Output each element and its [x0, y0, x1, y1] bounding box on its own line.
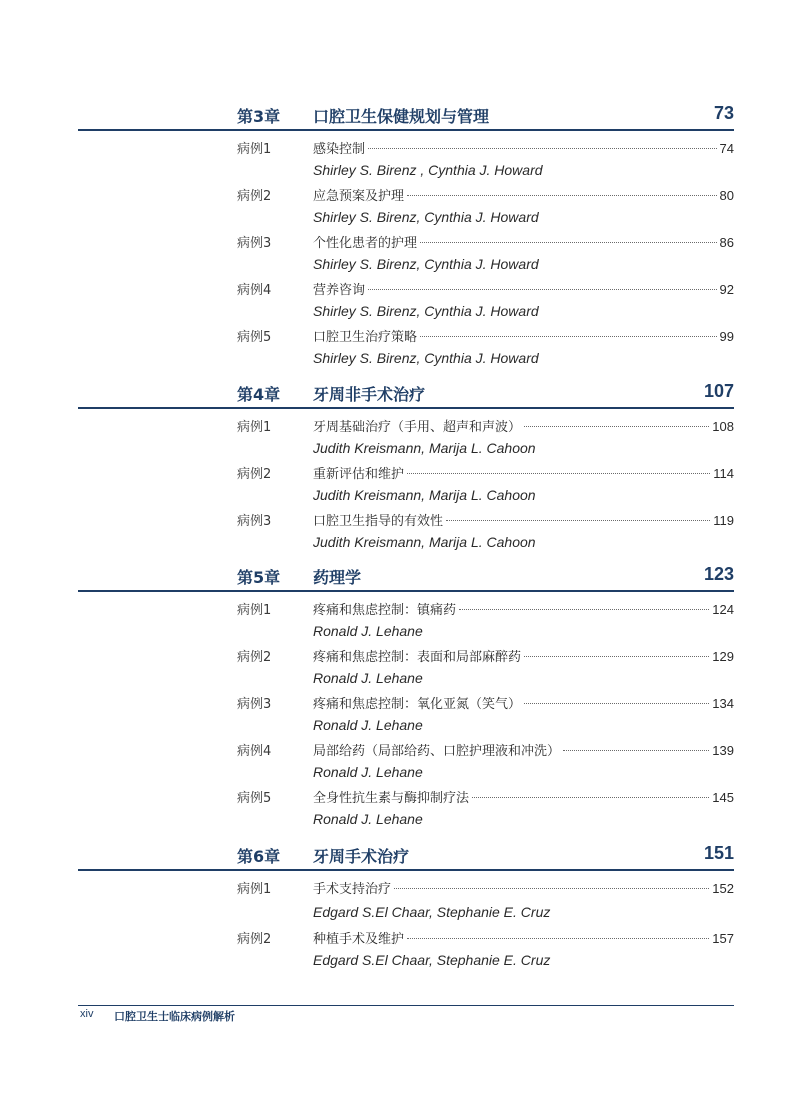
case-authors: Judith Kreismann, Marija L. Cahoon — [313, 440, 536, 456]
case-title-line[interactable] — [313, 878, 734, 897]
case-page-number: 92 — [719, 282, 734, 297]
case-authors: Judith Kreismann, Marija L. Cahoon — [313, 534, 536, 550]
case-page-number: 99 — [719, 329, 734, 344]
case-title: 局部给药（局部给药、口腔护理液和冲洗） — [313, 744, 561, 759]
case-title: 全身性抗生素与酶抑制疗法 — [313, 791, 470, 806]
case-label: 病例2 — [237, 932, 272, 947]
case-authors: Ronald J. Lehane — [313, 811, 423, 827]
chapter-number: 第3章 — [237, 107, 281, 126]
case-label: 病例3 — [237, 697, 272, 712]
case-title-line[interactable] — [313, 787, 734, 806]
case-title: 感染控制 — [313, 142, 366, 157]
chapter-page-number: 151 — [703, 843, 734, 863]
case-label: 病例1 — [237, 142, 272, 157]
dot-leader — [407, 937, 709, 939]
case-title: 应急预案及护理 — [313, 189, 405, 204]
case-authors: Shirley S. Birenz, Cynthia J. Howard — [313, 209, 539, 225]
chapter-title[interactable]: 牙周手术治疗 — [313, 847, 410, 866]
case-title-line[interactable] — [313, 693, 734, 712]
dot-leader — [459, 608, 709, 610]
footer-divider — [78, 1005, 734, 1006]
case-authors: Edgard S.El Chaar, Stephanie E. Cruz — [313, 904, 551, 920]
case-label: 病例2 — [237, 189, 272, 204]
chapter-heading — [0, 104, 800, 134]
case-page-number: 139 — [712, 743, 734, 758]
case-label: 病例1 — [237, 603, 272, 618]
case-authors: Ronald J. Lehane — [313, 717, 423, 733]
dot-leader — [563, 749, 709, 751]
case-title-line[interactable] — [313, 138, 734, 157]
case-title-line[interactable] — [313, 646, 734, 665]
case-authors: Ronald J. Lehane — [313, 670, 423, 686]
footer-book-title: 口腔卫生士临床病例解析 — [114, 1010, 235, 1023]
dot-leader — [420, 335, 717, 337]
case-entry — [0, 878, 800, 928]
case-title: 口腔卫生治疗策略 — [313, 330, 418, 345]
case-title: 种植手术及维护 — [313, 932, 405, 947]
dot-leader — [446, 519, 710, 521]
case-title-line[interactable] — [313, 279, 734, 298]
case-label: 病例2 — [237, 467, 272, 482]
chapter-number: 第6章 — [237, 847, 281, 866]
chapter-heading — [0, 565, 800, 595]
case-authors: Shirley S. Birenz, Cynthia J. Howard — [313, 303, 539, 319]
dot-leader — [524, 655, 709, 657]
case-title-line[interactable] — [313, 326, 734, 345]
case-label: 病例3 — [237, 236, 272, 251]
chapter-divider — [78, 407, 734, 409]
dot-leader — [472, 796, 709, 798]
dot-leader — [368, 288, 717, 290]
case-entry — [0, 138, 800, 185]
case-title: 重新评估和维护 — [313, 467, 405, 482]
chapter-divider — [78, 590, 734, 592]
dot-leader — [524, 702, 709, 704]
chapter-heading — [0, 844, 800, 874]
case-entry — [0, 787, 800, 834]
case-label: 病例5 — [237, 791, 272, 806]
chapter-title[interactable]: 牙周非手术治疗 — [313, 385, 426, 404]
case-page-number: 152 — [712, 881, 734, 896]
case-page-number: 108 — [712, 419, 734, 434]
case-authors: Shirley S. Birenz , Cynthia J. Howard — [313, 162, 543, 178]
case-entry — [0, 326, 800, 373]
case-entry — [0, 463, 800, 510]
case-title-line[interactable] — [313, 510, 734, 529]
chapter-page-number: 123 — [703, 564, 734, 584]
case-entry — [0, 279, 800, 326]
case-page-number: 119 — [713, 513, 734, 528]
dot-leader — [420, 241, 717, 243]
chapter-divider — [78, 869, 734, 871]
chapter-4-section — [0, 381, 800, 550]
chapter-page-number: 73 — [713, 103, 734, 123]
case-page-number: 74 — [719, 141, 734, 156]
case-title-line[interactable] — [313, 416, 734, 435]
case-authors: Edgard S.El Chaar, Stephanie E. Cruz — [313, 952, 551, 968]
chapter-number: 第4章 — [237, 385, 281, 404]
case-label: 病例1 — [237, 420, 272, 435]
case-title: 口腔卫生指导的有效性 — [313, 514, 444, 529]
chapter-heading — [0, 382, 800, 412]
case-title: 疼痛和焦虑控制：表面和局部麻醉药 — [313, 650, 522, 665]
case-title-line[interactable] — [313, 232, 734, 251]
case-title: 疼痛和焦虑控制：氧化亚氮（笑气） — [313, 697, 522, 712]
case-title-line[interactable] — [313, 463, 734, 482]
case-entry — [0, 693, 800, 740]
case-title-line[interactable] — [313, 740, 734, 759]
footer-page-number: xiv — [80, 1008, 94, 1020]
case-label: 病例4 — [237, 744, 272, 759]
chapter-divider — [78, 129, 734, 131]
case-authors: Judith Kreismann, Marija L. Cahoon — [313, 487, 536, 503]
dot-leader — [394, 887, 709, 889]
chapter-3-section — [0, 103, 800, 366]
case-page-number: 124 — [712, 602, 734, 617]
chapter-page-number: 107 — [703, 381, 734, 401]
case-entry — [0, 740, 800, 787]
chapter-5-section — [0, 564, 800, 827]
chapter-6-section — [0, 843, 800, 968]
case-entry — [0, 646, 800, 693]
chapter-title[interactable]: 药理学 — [313, 568, 362, 587]
case-authors: Shirley S. Birenz, Cynthia J. Howard — [313, 350, 539, 366]
case-entry — [0, 599, 800, 646]
dot-leader — [524, 425, 709, 427]
case-label: 病例5 — [237, 330, 272, 345]
case-entry — [0, 185, 800, 232]
case-title-line[interactable] — [313, 928, 734, 947]
case-label: 病例4 — [237, 283, 272, 298]
case-entry — [0, 510, 800, 557]
case-label: 病例2 — [237, 650, 272, 665]
case-title: 手术支持治疗 — [313, 882, 392, 897]
case-title: 个性化患者的护理 — [313, 236, 418, 251]
case-authors: Shirley S. Birenz, Cynthia J. Howard — [313, 256, 539, 272]
chapter-title[interactable]: 口腔卫生保健规划与管理 — [313, 107, 490, 126]
case-entry — [0, 232, 800, 279]
case-title-line[interactable] — [313, 599, 734, 618]
case-page-number: 86 — [719, 235, 734, 250]
case-page-number: 80 — [719, 188, 734, 203]
dot-leader — [368, 147, 717, 149]
dot-leader — [407, 472, 710, 474]
case-authors: Ronald J. Lehane — [313, 623, 423, 639]
case-label: 病例3 — [237, 514, 272, 529]
chapter-number: 第5章 — [237, 568, 281, 587]
case-title: 疼痛和焦虑控制：镇痛药 — [313, 603, 457, 618]
case-authors: Ronald J. Lehane — [313, 764, 423, 780]
case-page-number: 157 — [712, 931, 734, 946]
case-title-line[interactable] — [313, 185, 734, 204]
case-label: 病例1 — [237, 882, 272, 897]
dot-leader — [407, 194, 717, 196]
case-entry — [0, 416, 800, 463]
case-page-number: 145 — [712, 790, 734, 805]
case-page-number: 134 — [712, 696, 734, 711]
case-page-number: 129 — [712, 649, 734, 664]
case-title: 牙周基础治疗（手用、超声和声波） — [313, 420, 522, 435]
case-title: 营养咨询 — [313, 283, 366, 298]
case-page-number: 114 — [713, 466, 734, 481]
case-entry — [0, 928, 800, 975]
